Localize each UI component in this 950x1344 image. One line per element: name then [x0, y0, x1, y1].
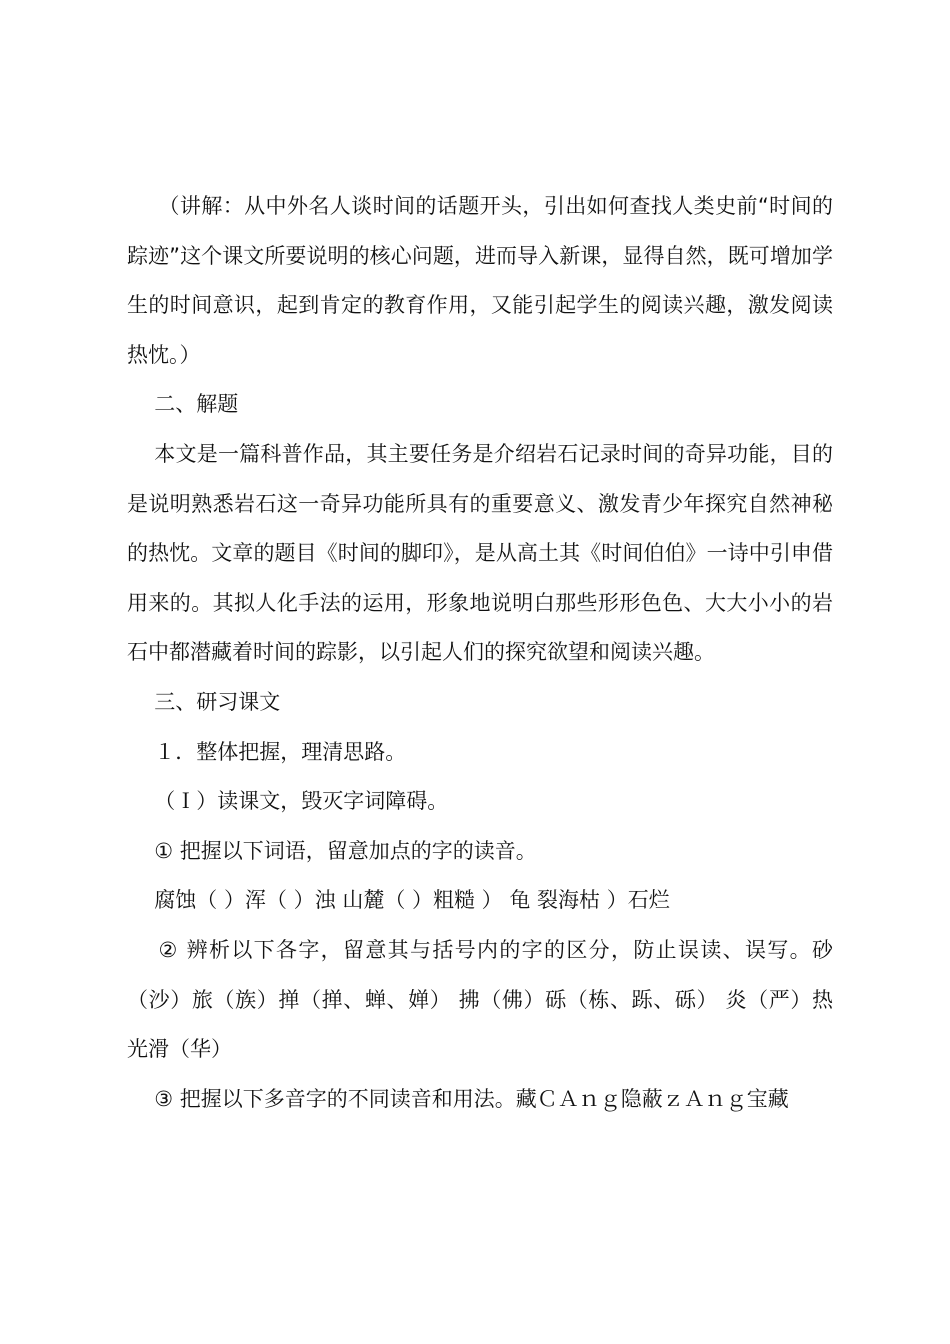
step-3: ③ 把握以下多音字的不同读音和用法。藏ＣＡｎｇ隐蔽ｚＡｎｇ宝藏 [154, 1086, 789, 1111]
step-2: ② 辨析以下各字，留意其与括号内的字的区分，防止误读、误写。砂（沙）旅（族）掸（掸、蝉、婵） 拂（佛）砾（栋、跞、砾） 炎（严）热光滑（华） [127, 937, 833, 1062]
item-1: １．整体把握，理清思路。 [154, 739, 407, 764]
document-body [127, 182, 833, 1124]
item-1a: （Ｉ）读课文，毁灭字词障碍。 [154, 789, 449, 814]
section-heading-3: 三、研习课文 [154, 689, 281, 714]
commentary-paragraph: （讲解：从中外名人谈时间的话题开头，引出如何查找人类史前“时间的踪迹”这个课文所要说明的核心问题，进而导入新课，显得自然，既可增加学生的时间意识，起到肯定的教育作用，又能引起学生的阅读兴趣，激发阅读热忱。） [127, 194, 833, 367]
section-heading-2: 二、解题 [154, 392, 239, 417]
word-list: 腐蚀（ ）浑（ ）浊 山麓（ ）粗糙 ） 龟 裂海枯 ）石烂 [154, 888, 670, 913]
step-1: ① 把握以下词语，留意加点的字的读音。 [154, 838, 537, 863]
intro-paragraph: 本文是一篇科普作品，其主要任务是介绍岩石记录时间的奇异功能，目的是说明熟悉岩石这一奇异功能所具有的重要意义、激发青少年探究自然神秘的热忱。文章的题目《时间的脚印》，是从高土其《时间伯伯》一诗中引申借用来的。其拟人化手法的运用，形象地说明白那些形形色色、大大小小的岩石中都潜藏着时间的踪影，以引起人们的探究欲望和阅读兴趣。 [127, 441, 833, 665]
